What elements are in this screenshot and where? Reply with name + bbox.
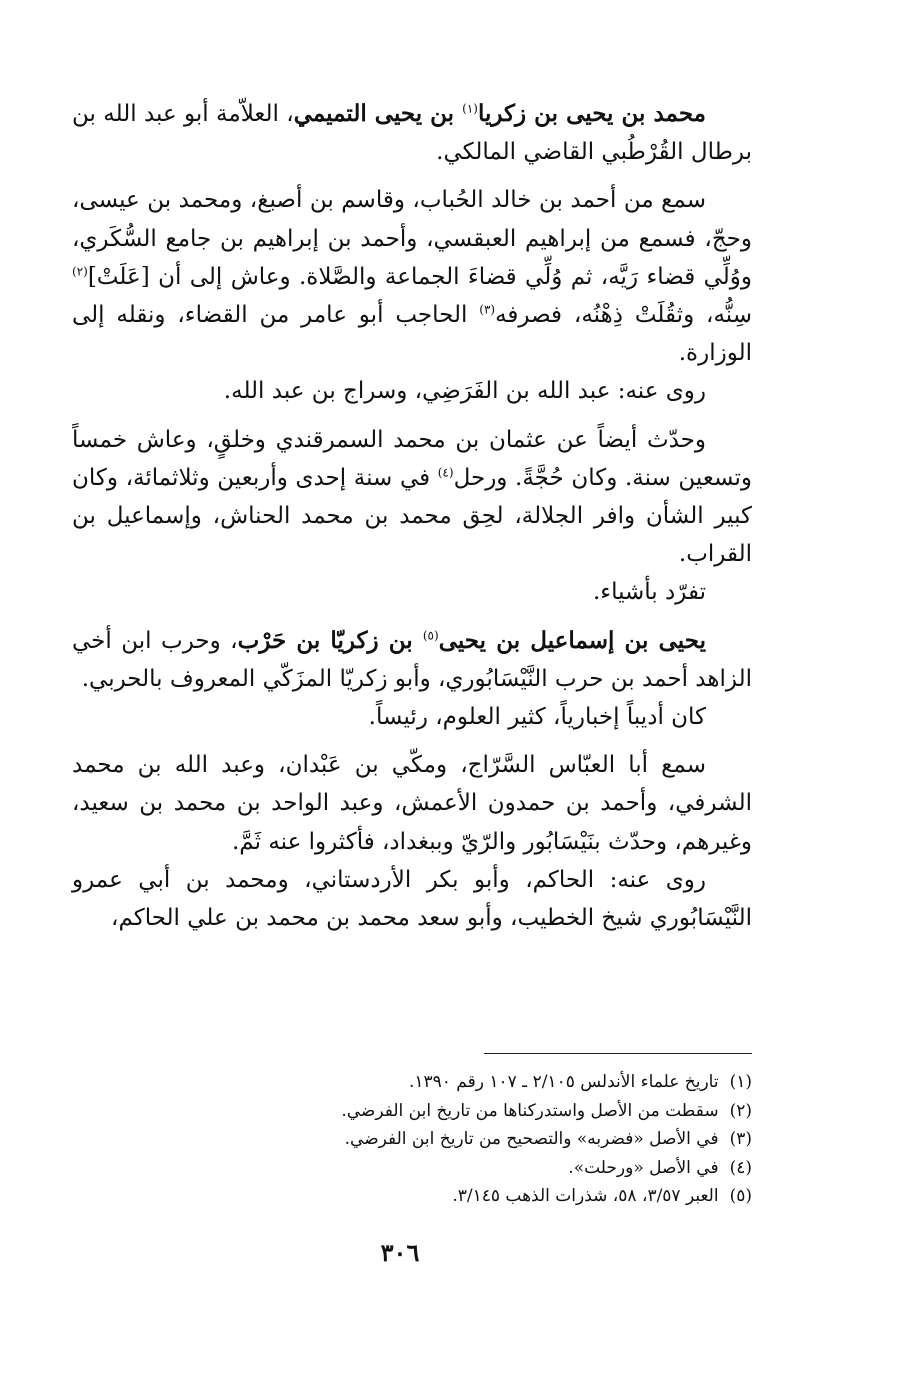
footnote-ref-4: (٤) — [437, 465, 454, 480]
footnote-5 — [192, 1182, 752, 1211]
entry-2-intro-rest: ، وحرب ابن أخي الزاهد أحمد بن حرب النَّيْسَابُوري، وأبو زكريّا المزَكّي المعروف بالحربي. — [72, 627, 752, 692]
entry-1-heading-rest: بن يحيى التميمي — [293, 100, 463, 127]
entry-1-intro-rest: ، العلاّمة أبو عبد الله بن برطال القُرْطُبي القاضي المالكي. — [72, 101, 752, 166]
entry-2-paragraph-2: كان أديباً إخبارياً، كثير العلوم، رئيساً. — [368, 704, 706, 731]
footnote-number: (٥) — [729, 1186, 752, 1206]
footnote-text: في الأصل «فضربه» والتصحيح من تاريخ ابن الفرضي. — [344, 1129, 719, 1149]
entry-1-paragraph-3: روى عنه: عبد الله بن الفَرَضِي، وسراج بن عبد الله. — [223, 378, 706, 405]
footnote-text: سقطت من الأصل واستدركناها من تاريخ ابن الفرضي. — [341, 1100, 719, 1121]
entry-2-paragraph-4: روى عنه: الحاكم، وأبو بكر الأردستاني، ومحمد بن أبي عمرو النَّيْسَابُوري شيخ الخطيب، وأبو سعد محمد بن محمد بن علي الحاكم، — [72, 866, 752, 932]
footnote-number: (٤) — [729, 1157, 752, 1178]
footnote-ref-3: (٣) — [479, 302, 496, 317]
footnote-2 — [192, 1097, 752, 1126]
entry-1-p2-text-c: الحاجب أبو عامر من القضاء، ونقله إلى الوزارة. — [72, 302, 752, 367]
footnote-number: (٣) — [729, 1129, 752, 1149]
entry-1-paragraph-2 — [72, 181, 752, 372]
entry-1-intro — [72, 95, 752, 171]
footnote-text: تاريخ علماء الأندلس ٢/١٠٥ ـ ١٠٧ رقم ١٣٩٠. — [408, 1072, 719, 1092]
footnote-divider — [484, 1053, 752, 1054]
entry-1-p4-text-b: في سنة إحدى وأربعين وثلاثمائة، وكان كبير الشأن وافر الجلالة، لحِق محمد بن محمد الحناش، وإسماعيل بن القراب. — [72, 464, 752, 568]
footnote-text: في الأصل «ورحلت». — [568, 1157, 719, 1178]
footnotes — [192, 1068, 752, 1211]
footnote-text: العبر ٣/٥٧، ٥٨، شذرات الذهب ٣/١٤٥. — [452, 1186, 719, 1206]
footnote-ref-1: (١) — [462, 101, 478, 116]
entry-1-paragraph-5: تفرّد بأشياء. — [592, 579, 706, 606]
footnote-ref-2: (٢) — [72, 264, 88, 279]
main-text — [72, 95, 752, 937]
footnote-number: (١) — [729, 1072, 752, 1092]
entry-1-paragraph-4 — [72, 421, 752, 574]
footnote-4 — [192, 1154, 752, 1183]
footnote-3 — [192, 1125, 752, 1154]
entry-1-p4-text-a: وحدّث أيضاً عن عثمان بن محمد السمرقندي وخلقٍ، وعاش خمساً وتسعين سنة. وكان حُجَّةً. ورحل — [72, 426, 752, 491]
entry-1-heading: محمد بن يحيى بن زكريا — [477, 100, 706, 127]
entry-1-p2-text-b: سِنُّه، وثقُلَتْ ذِهْنُه، فصرفه — [495, 302, 753, 329]
entry-2-intro — [72, 622, 752, 698]
entry-2-paragraph-3: سمع أبا العبّاس السَّرّاج، ومكّي بن عَبْدان، وعبد الله بن محمد الشرفي، وأحمد بن حمدون الأعمش، وعبد الواحد بن محمد بن سعيد، وغيرهم، وحدّث بنَيْسَابُور والرّيّ وببغداد، فأكثروا عنه ثَمَّ. — [72, 752, 752, 855]
entry-2-heading: يحيى بن إسماعيل بن يحيى — [438, 626, 706, 654]
footnote-1 — [192, 1068, 752, 1097]
entry-2-heading-rest: بن زكريّا بن حَرْب — [237, 626, 423, 654]
page-number: ٣٠٦ — [380, 1238, 420, 1267]
footnote-number: (٢) — [729, 1100, 752, 1121]
entry-1-p2-text-a: سمع من أحمد بن خالد الحُباب، وقاسم بن أصبغ، ومحمد بن عيسى، وحجّ، فسمع من إبراهيم العبقسي، وأحمد بن إبراهيم بن جامع السُّكَري، ووُلِّي قضاء رَيَّه، ثم وُلِّي قضاءَ الجماعة والصَّلاة. وعاش إلى أن [عَلَتْ] — [72, 187, 752, 290]
footnote-ref-5: (٥) — [422, 627, 439, 642]
